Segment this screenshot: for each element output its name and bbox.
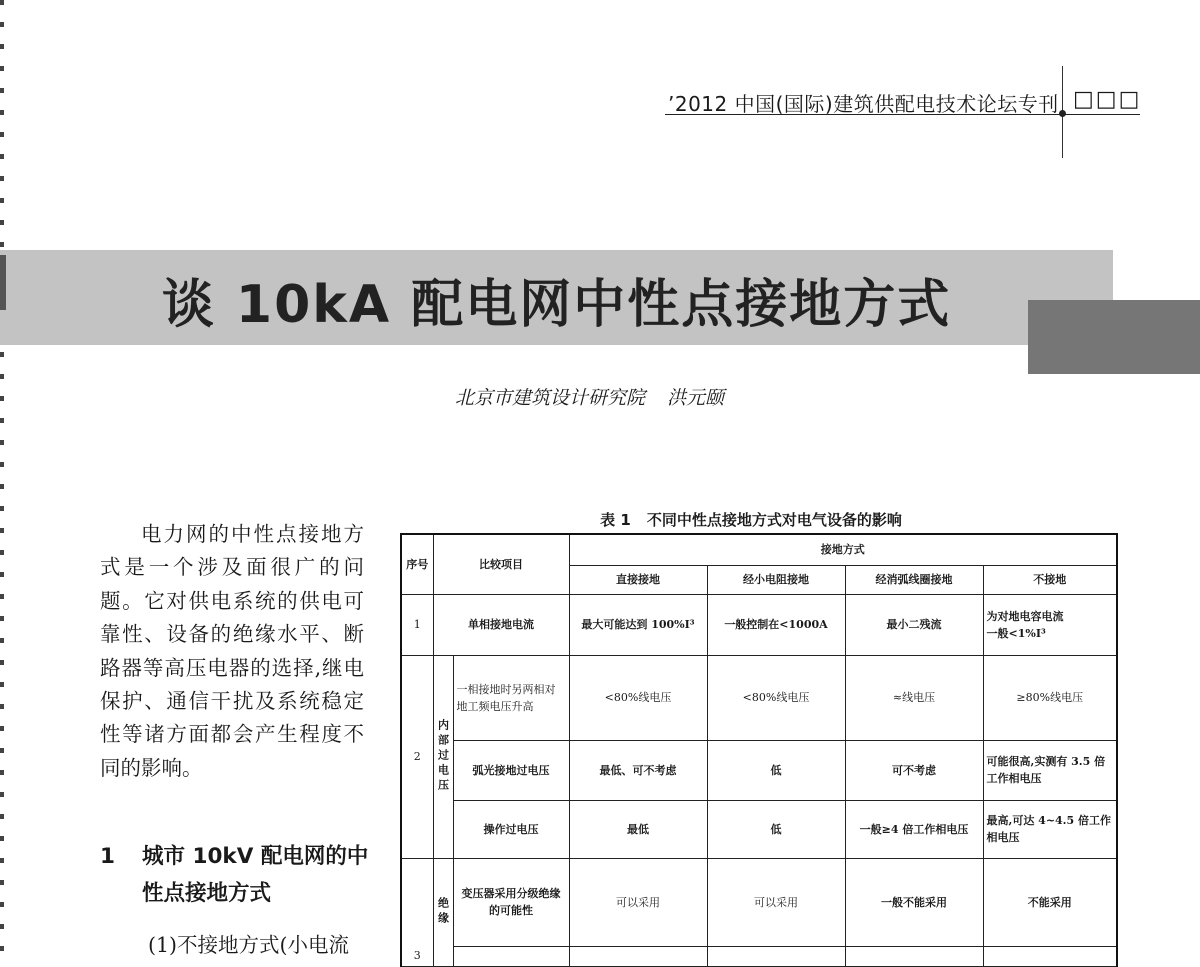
cell-line: 为对地电容电流 bbox=[986, 609, 1064, 623]
table-cell bbox=[453, 946, 569, 966]
table-cell: 一般控制在<1000A bbox=[707, 594, 845, 655]
table-cell: 最低、可不考虑 bbox=[569, 740, 707, 800]
cell-line: 相电压 bbox=[986, 831, 1020, 844]
cell-line: 工作相电压 bbox=[986, 772, 1042, 785]
row-item: 操作过电压 bbox=[453, 800, 569, 858]
table-header-row bbox=[401, 534, 1117, 565]
table-caption-number: 表 1 bbox=[600, 511, 631, 529]
table-cell: 可不考虑 bbox=[845, 740, 983, 800]
table-cell: 最小二残流 bbox=[845, 594, 983, 655]
header-boxes: □□□ bbox=[1073, 87, 1142, 112]
table-cell: 一般不能采用 bbox=[845, 858, 983, 946]
table-cell: ≈线电压 bbox=[845, 655, 983, 740]
cell-line: 可能很高,实测有 3.5 倍 bbox=[986, 755, 1106, 768]
table-row bbox=[401, 800, 1117, 858]
method-cell: 经消弧线圈接地 bbox=[845, 565, 983, 594]
table-caption bbox=[400, 509, 1118, 530]
header-item: 比较项目 bbox=[433, 534, 569, 594]
row-item bbox=[453, 858, 569, 946]
header-seq: 序号 bbox=[401, 534, 433, 594]
section-heading bbox=[100, 838, 370, 912]
group-label: 内部过电压 bbox=[433, 655, 453, 858]
scan-edge-marks bbox=[0, 0, 4, 952]
method-cell: 直接接地 bbox=[569, 565, 707, 594]
table-row bbox=[401, 858, 1117, 946]
row-seq: 3 bbox=[401, 858, 433, 966]
affiliation: 北京市建筑设计研究院 bbox=[455, 387, 646, 409]
intro-paragraph: 电力网的中性点接地方式是一个涉及面很广的问题。它对供电系统的供电可靠性、设备的绝缘水平、断路器等高压电器的选择,继电保护、通信干扰及系统稳定性等诸方面都会产生程度不同的影响。 bbox=[100, 522, 364, 780]
table-cell: 最低 bbox=[569, 800, 707, 858]
header-rule bbox=[665, 114, 1140, 115]
section-number: 1 bbox=[100, 844, 115, 869]
table-cell bbox=[983, 946, 1117, 966]
table-cell bbox=[983, 800, 1117, 858]
group-label: 绝缘 bbox=[433, 858, 453, 966]
author-name: 洪元颐 bbox=[667, 387, 725, 409]
table-cell bbox=[983, 740, 1117, 800]
cell-line: 一般<1%I³ bbox=[986, 626, 1046, 640]
comparison-table bbox=[400, 533, 1118, 967]
table-row bbox=[401, 594, 1117, 655]
table-cell bbox=[707, 946, 845, 966]
method-cell: 不接地 bbox=[983, 565, 1117, 594]
cell-line: 变压器采用分级绝缘 bbox=[461, 887, 561, 900]
table-cell: 可以采用 bbox=[707, 858, 845, 946]
row-item: 弧光接地过电压 bbox=[453, 740, 569, 800]
table-row bbox=[401, 655, 1117, 740]
row-item: 一相接地时另两相对地工频电压升高 bbox=[453, 655, 569, 740]
table-cell: 不能采用 bbox=[983, 858, 1117, 946]
sub-paragraph-start: (1)不接地方式(小电流 bbox=[148, 933, 350, 957]
table-cell bbox=[845, 946, 983, 966]
table-cell: 一般≥4 倍工作相电压 bbox=[845, 800, 983, 858]
table-cell bbox=[569, 946, 707, 966]
table-cell: 低 bbox=[707, 740, 845, 800]
cell-line: 的可能性 bbox=[489, 904, 533, 917]
cell-line: 最高,可达 4~4.5 倍工作 bbox=[986, 814, 1111, 827]
method-cell: 经小电阻接地 bbox=[707, 565, 845, 594]
table-row bbox=[401, 946, 1117, 966]
section-title: 城市 10kV 配电网的中性点接地方式 bbox=[142, 844, 369, 906]
table-cell: <80%线电压 bbox=[707, 655, 845, 740]
table-caption-title: 不同中性点接地方式对电气设备的影响 bbox=[646, 511, 902, 529]
journal-header-title: ’2012 中国(国际)建筑供配电技术论坛专刊 bbox=[668, 92, 1059, 116]
author-line bbox=[455, 383, 746, 410]
table-row bbox=[401, 740, 1117, 800]
table-cell bbox=[983, 594, 1117, 655]
row-seq: 1 bbox=[401, 594, 433, 655]
article-title: 谈 10kA 配电网中性点接地方式 bbox=[161, 275, 952, 335]
table-cell: 可以采用 bbox=[569, 858, 707, 946]
header-group: 接地方式 bbox=[569, 534, 1117, 565]
table-cell: ≥80%线电压 bbox=[983, 655, 1117, 740]
row-item: 单相接地电流 bbox=[433, 594, 569, 655]
header-dot bbox=[1059, 110, 1066, 117]
table-cell: 最大可能达到 100%I³ bbox=[569, 594, 707, 655]
table-cell: <80%线电压 bbox=[569, 655, 707, 740]
table-cell: 低 bbox=[707, 800, 845, 858]
row-seq: 2 bbox=[401, 655, 433, 858]
